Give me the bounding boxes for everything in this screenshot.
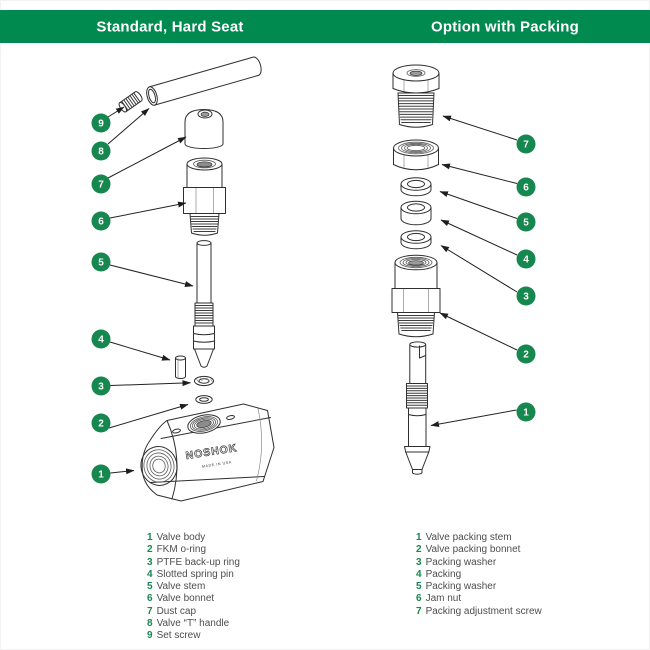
packing-stem-drawing — [405, 342, 431, 474]
callout-packing-1 — [517, 403, 536, 422]
spring-pin-drawing — [176, 356, 186, 379]
svg-text:6: 6 — [98, 216, 104, 228]
dust-cap-drawing — [185, 110, 223, 149]
svg-text:6: 6 — [523, 182, 529, 194]
o-ring-drawing — [196, 396, 212, 404]
part-row: 4 Packing — [416, 568, 462, 580]
callout-packing-7 — [517, 135, 536, 154]
callout-packing-2 — [517, 345, 536, 364]
part-row: 8 Valve “T” handle — [147, 618, 230, 630]
svg-text:8: 8 — [98, 146, 104, 158]
part-row: 5 Packing washer — [416, 581, 497, 593]
parts-list-standard — [147, 532, 240, 643]
svg-text:2: 2 — [98, 418, 104, 430]
svg-text:1: 1 — [523, 407, 529, 419]
callout-standard-5 — [92, 253, 111, 272]
brand-marking: NOSHOK — [184, 442, 239, 463]
svg-text:4: 4 — [523, 254, 529, 266]
svg-text:5: 5 — [523, 217, 529, 229]
packing-washer-upper-drawing — [401, 178, 431, 196]
packing-washer-lower-drawing — [401, 231, 431, 249]
part-row: 1 Valve body — [147, 532, 206, 543]
callout-standard-8 — [92, 142, 111, 161]
jam-nut-drawing — [394, 140, 439, 170]
part-row: 6 Valve bonnet — [147, 593, 215, 605]
callout-standard-9 — [92, 114, 111, 133]
svg-text:3: 3 — [523, 291, 529, 303]
callout-packing-5 — [517, 213, 536, 232]
set-screw-drawing — [118, 90, 144, 113]
part-row: 5 Valve stem — [147, 581, 206, 593]
callout-packing-4 — [517, 250, 536, 269]
t-handle-drawing — [145, 56, 263, 107]
callout-standard-6 — [92, 212, 111, 231]
callout-standard-1 — [92, 465, 111, 484]
valve-bonnet-drawing — [184, 158, 226, 235]
svg-text:2: 2 — [523, 349, 529, 361]
part-row: 4 Slotted spring pin — [147, 568, 234, 580]
callout-packing-6 — [517, 178, 536, 197]
part-row: 2 FKM o-ring — [147, 544, 207, 556]
packing-drawing — [401, 201, 431, 225]
valve-body-drawing — [137, 404, 274, 501]
part-row: 7 Packing adjustment screw — [416, 605, 542, 617]
svg-text:9: 9 — [98, 118, 104, 130]
svg-text:1: 1 — [98, 469, 104, 481]
made-in-marking: MADE IN USA — [201, 460, 233, 469]
valve-stem-drawing — [194, 241, 215, 368]
packing-adjustment-screw-drawing — [393, 65, 439, 127]
svg-text:7: 7 — [523, 139, 529, 151]
part-row: 3 PTFE back-up ring — [147, 556, 240, 568]
svg-text:4: 4 — [98, 334, 104, 346]
callout-standard-2 — [92, 414, 111, 433]
callout-packing-3 — [517, 287, 536, 306]
callout-standard-7 — [92, 175, 111, 194]
parts-list-packing — [416, 532, 542, 618]
part-row: 2 Valve packing bonnet — [416, 544, 521, 556]
callout-standard-4 — [92, 330, 111, 349]
svg-text:7: 7 — [98, 179, 104, 191]
part-row: 6 Jam nut — [416, 593, 462, 605]
part-row: 3 Packing washer — [416, 556, 497, 568]
backup-ring-drawing — [195, 376, 214, 385]
svg-text:5: 5 — [98, 257, 104, 269]
callout-standard-3 — [92, 377, 111, 396]
packing-bonnet-drawing — [392, 255, 440, 337]
part-row: 7 Dust cap — [147, 605, 197, 617]
standard-section-title: Standard, Hard Seat — [96, 18, 244, 35]
packing-section-title: Option with Packing — [431, 18, 579, 35]
svg-text:3: 3 — [98, 381, 104, 393]
part-row: 1 Valve packing stem — [416, 532, 512, 543]
part-row: 9 Set screw — [147, 630, 201, 642]
leader-lines-packing — [431, 116, 517, 426]
